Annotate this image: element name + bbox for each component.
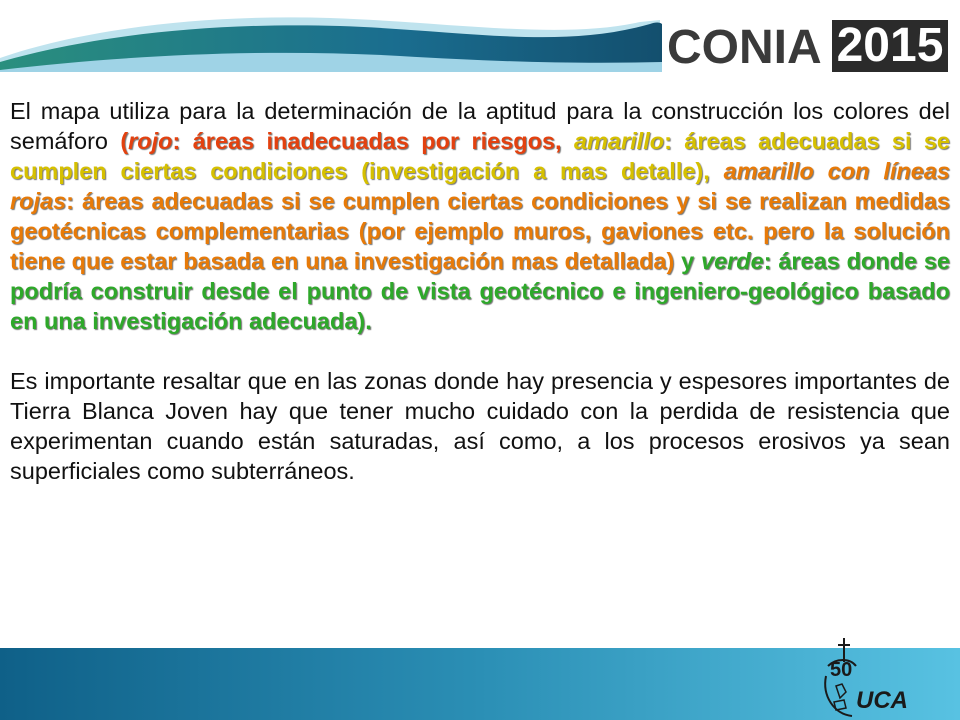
verde-description: : áreas donde se podría construir desde el punto de vista geotécnico e ingeniero-geológico basado en una investigación adecuada). (10, 248, 950, 334)
uca-logo-number: 50 (830, 659, 853, 681)
term-amarillo: amarillo (573, 128, 665, 154)
term-amarillo-lineas-rojas: amarillo con líneas rojas (10, 158, 950, 214)
conia-logo-text: CONIA (667, 21, 822, 74)
uca-50-logo (816, 636, 912, 720)
slide-body (10, 96, 950, 486)
paragraph-tierra-blanca: Es importante resaltar que en las zonas donde hay presencia y espesores importantes de Tierra Blanca Joven hay que tener mucho cuidado con la perdida de resistencia que experimentan cuando están saturadas, así como, a los procesos erosivos ya sean superficiales como subterráneos. (10, 368, 950, 484)
amarillo-lineas-description: : áreas adecuadas si se cumplen ciertas condiciones y si se realizan medidas geotécnicas complementarias (por ejemplo muros, gaviones etc. pero la solución tiene que estar basada en una investigación mas detallada) (10, 188, 950, 274)
conjunction-y: y (681, 248, 701, 274)
conia-logo-year: 2015 (832, 20, 948, 72)
open-paren: ( (120, 128, 129, 154)
paragraph-semaforo (10, 96, 950, 336)
header-banner (0, 0, 960, 90)
rojo-description: : áreas inadecuadas por riesgos, (172, 128, 574, 154)
term-rojo: rojo (128, 128, 173, 154)
paragraph-intro: El mapa utiliza para la determinación de la aptitud para la construcción los colores del semáforo (10, 98, 950, 154)
uca-logo-text: UCA (856, 687, 908, 714)
amarillo-description: : áreas adecuadas si se cumplen ciertas condiciones (investigación a mas detalle), (10, 128, 950, 184)
term-verde: verde (701, 248, 764, 274)
